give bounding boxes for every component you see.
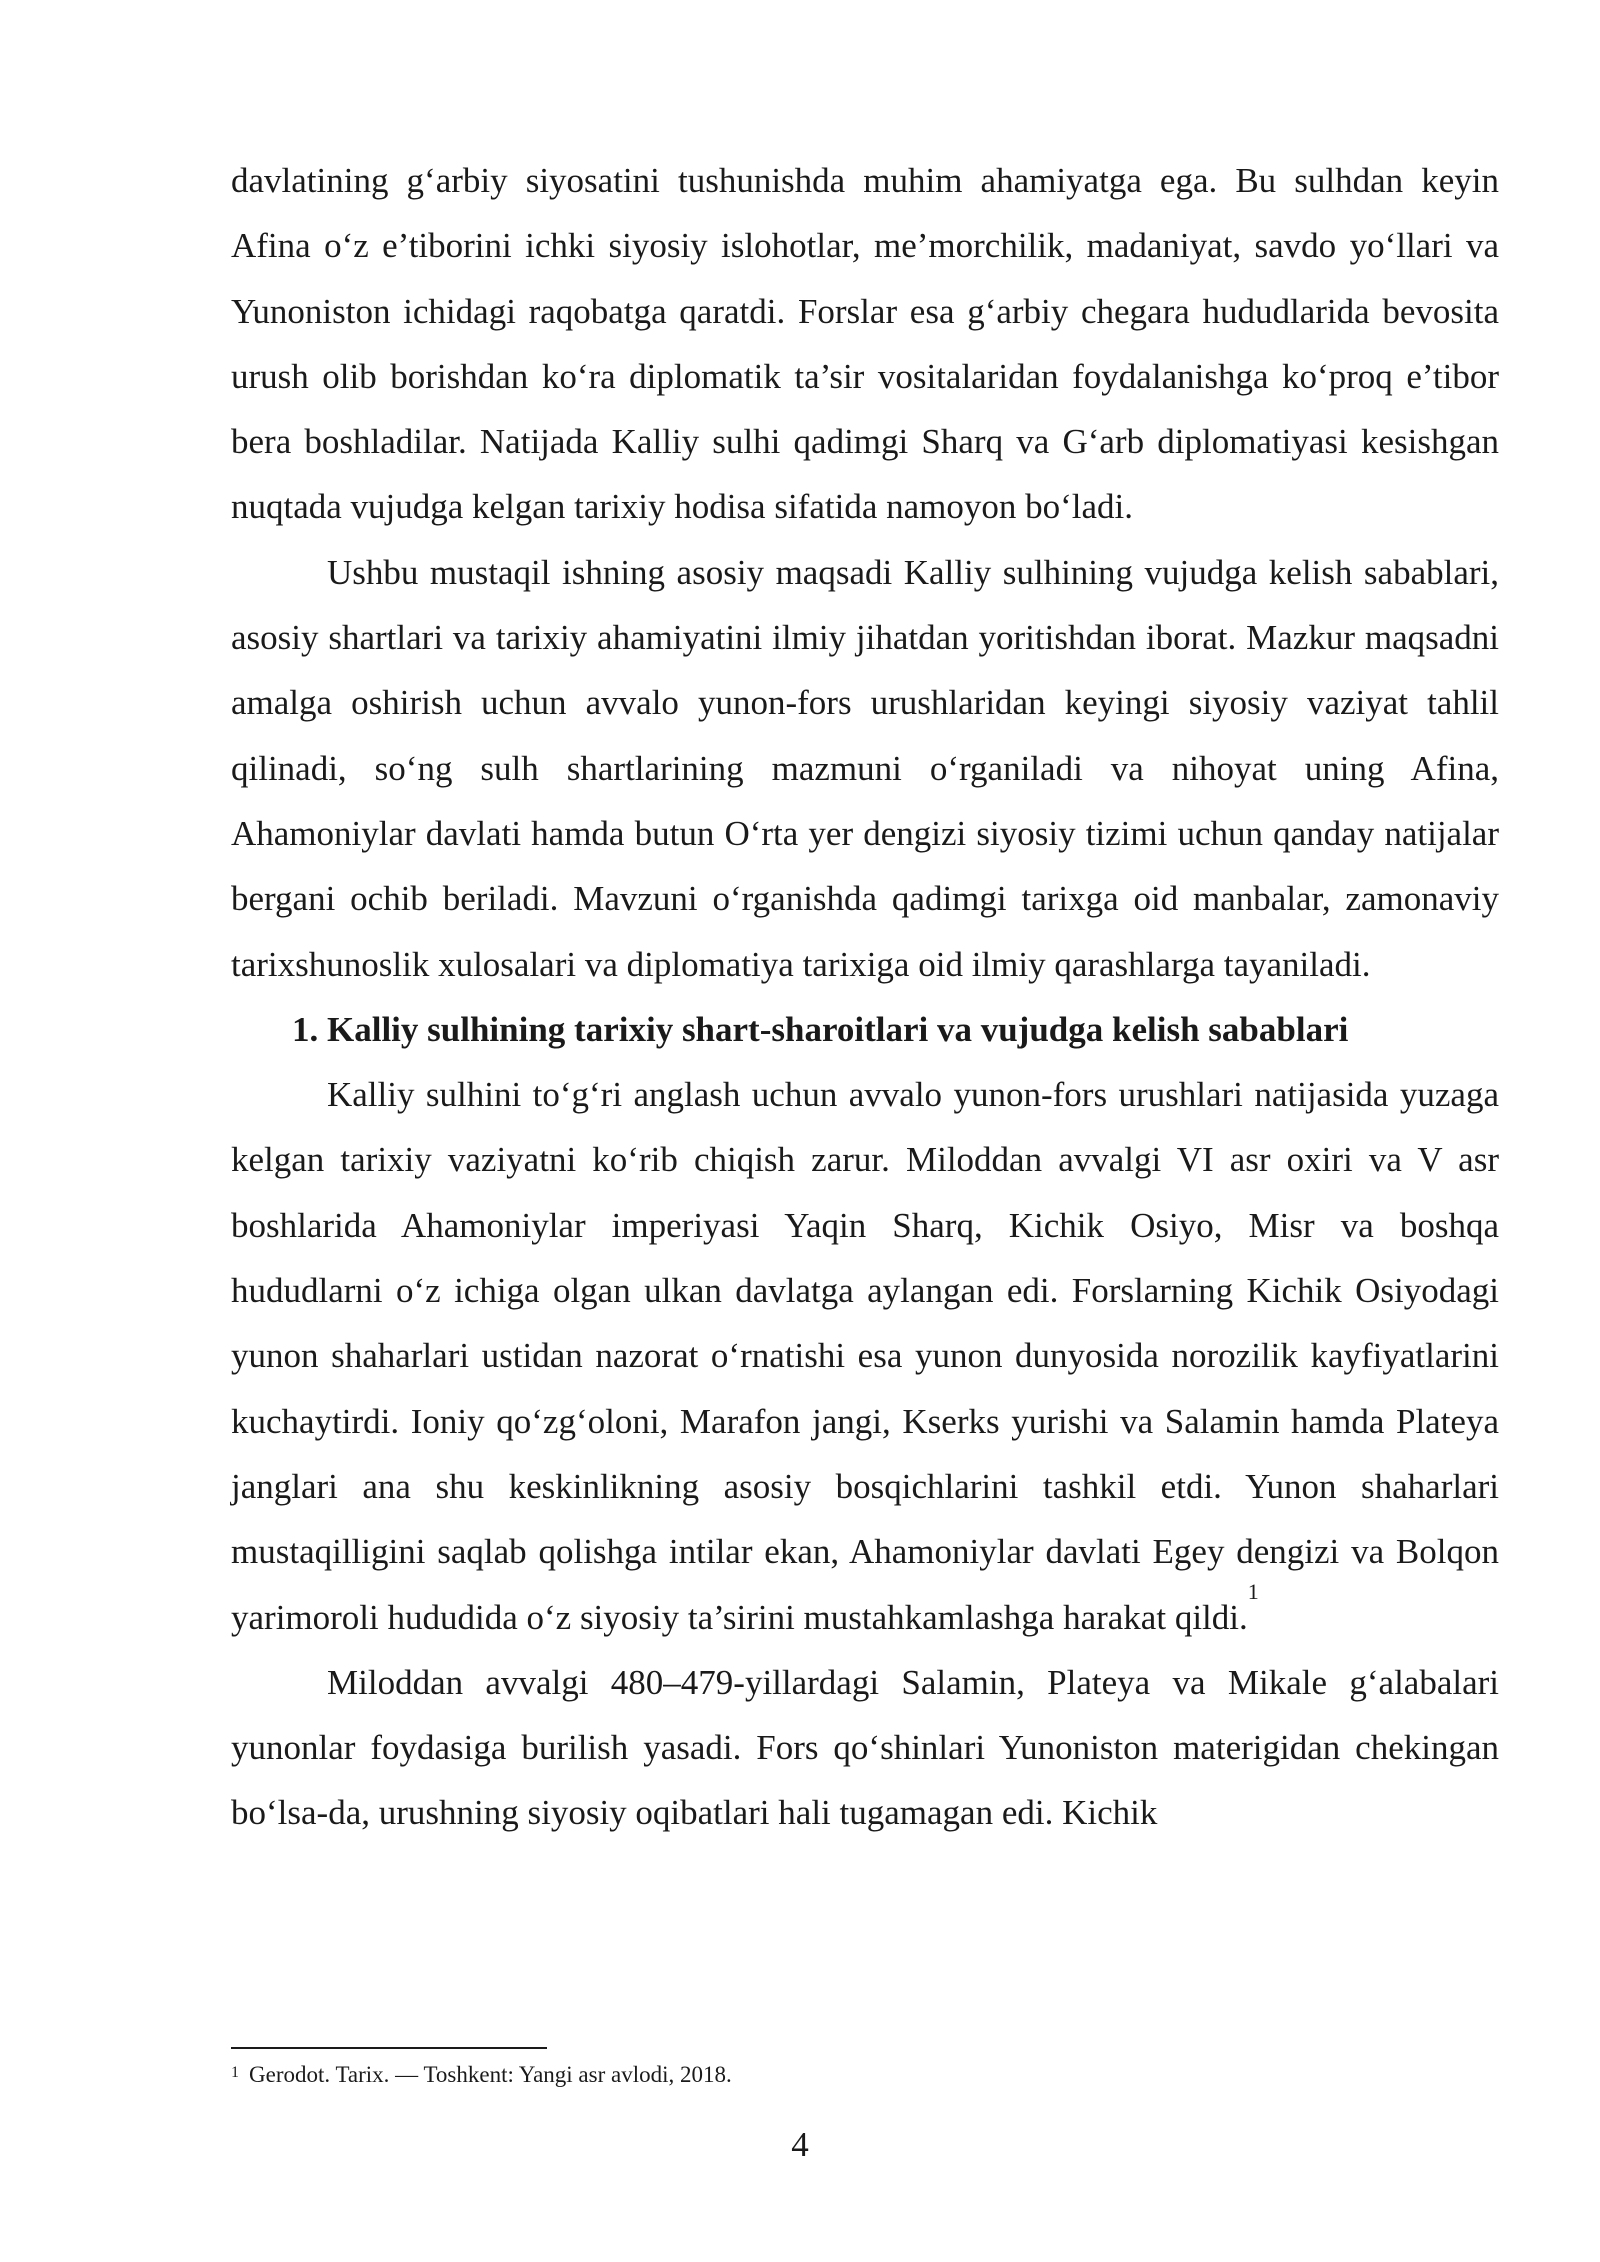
footnote <box>231 2060 1499 2090</box>
paragraph-3-text: Kalliy sulhini to‘g‘ri anglash uchun avvalo yunon-fors urushlari natijasida yuzaga kelgan tarixiy vaziyatni ko‘rib chiqish zarur. Miloddan avvalgi VI asr oxiri va V asr boshlarida Ahamoniylar imperiyasi Yaqin Sharq, Kichik Osiyo, Misr va boshqa hududlarni o‘z ichiga olgan ulkan davlatga aylangan edi. Forslarning Kichik Osiyodagi yunon shaharlari ustidan nazorat o‘rnatishi esa yunon dunyosida norozilik kayfiyatlarini kuchaytirdi. Ioniy qo‘zg‘oloni, Marafon jangi, Kserks yurishi va Salamin hamda Plateya janglari ana shu keskinlikning asosiy bosqichlarini tashkil etdi. Yunon shaharlari mustaqilligini saqlab qolishga intilar ekan, Ahamoniylar davlati Egey dengizi va Bolqon yarimoroli hududida o‘z siyosiy ta’sirini mustahkamlashga harakat qildi. <box>231 1075 1499 1637</box>
footnote-text: Gerodot. Tarix. — Toshkent: Yangi asr avlodi, 2018. <box>249 2062 732 2087</box>
paragraph-4: Miloddan avvalgi 480–479-yillardagi Salamin, Plateya va Mikale g‘alabalari yunonlar foydasiga burilish yasadi. Fors qo‘shinlari Yunoniston materigidan chekingan bo‘lsa-da, urushning siyosiy oqibatlari hali tugamagan edi. Kichik <box>231 1662 1499 1833</box>
section-heading: 1. Kalliy sulhining tarixiy shart-sharoitlari va vujudga kelish sabablari <box>292 1009 1349 1049</box>
footnote-mark: 1 <box>231 2064 239 2081</box>
paragraph-3 <box>231 1062 1499 1650</box>
footnote-separator <box>231 2047 547 2049</box>
footnote-reference[interactable]: 1 <box>1247 1578 1259 1604</box>
body-text <box>231 148 1499 1846</box>
paragraph-1: davlatining g‘arbiy siyosatini tushunishda muhim ahamiyatga ega. Bu sulhdan keyin Afina o‘z e’tiborini ichki siyosiy islohotlar, me’morchilik, madaniyat, savdo yo‘llari va Yunoniston ichidagi raqobatga qaratdi. Forslar esa g‘arbiy chegara hududlarida bevosita urush olib borishdan ko‘ra diplomatik ta’sir vositalaridan foydalanishga ko‘proq e’tibor bera boshladilar. Natijada Kalliy sulhi qadimgi Sharq va G‘arb diplomatiyasi kesishgan nuqtada vujudga kelgan tarixiy hodisa sifatida namoyon bo‘ladi. <box>231 161 1499 527</box>
paragraph-2: Ushbu mustaqil ishning asosiy maqsadi Kalliy sulhining vujudga kelish sabablari, asosiy shartlari va tarixiy ahamiyatini ilmiy jihatdan yoritishdan iborat. Mazkur maqsadni amalga oshirish uchun avvalo yunon-fors urushlaridan keyingi siyosiy vaziyat tahlil qilinadi, so‘ng sulh shartlarining mazmuni o‘rganiladi va nihoyat uning Afina, Ahamoniylar davlati hamda butun O‘rta yer dengizi siyosiy tizimi uchun qanday natijalar bergani ochib beriladi. Mavzuni o‘rganishda qadimgi tarixga oid manbalar, zamonaviy tarixshunoslik xulosalari va diplomatiya tarixiga oid ilmiy qarashlarga tayaniladi. <box>231 552 1499 984</box>
page-number: 4 <box>791 2125 809 2164</box>
